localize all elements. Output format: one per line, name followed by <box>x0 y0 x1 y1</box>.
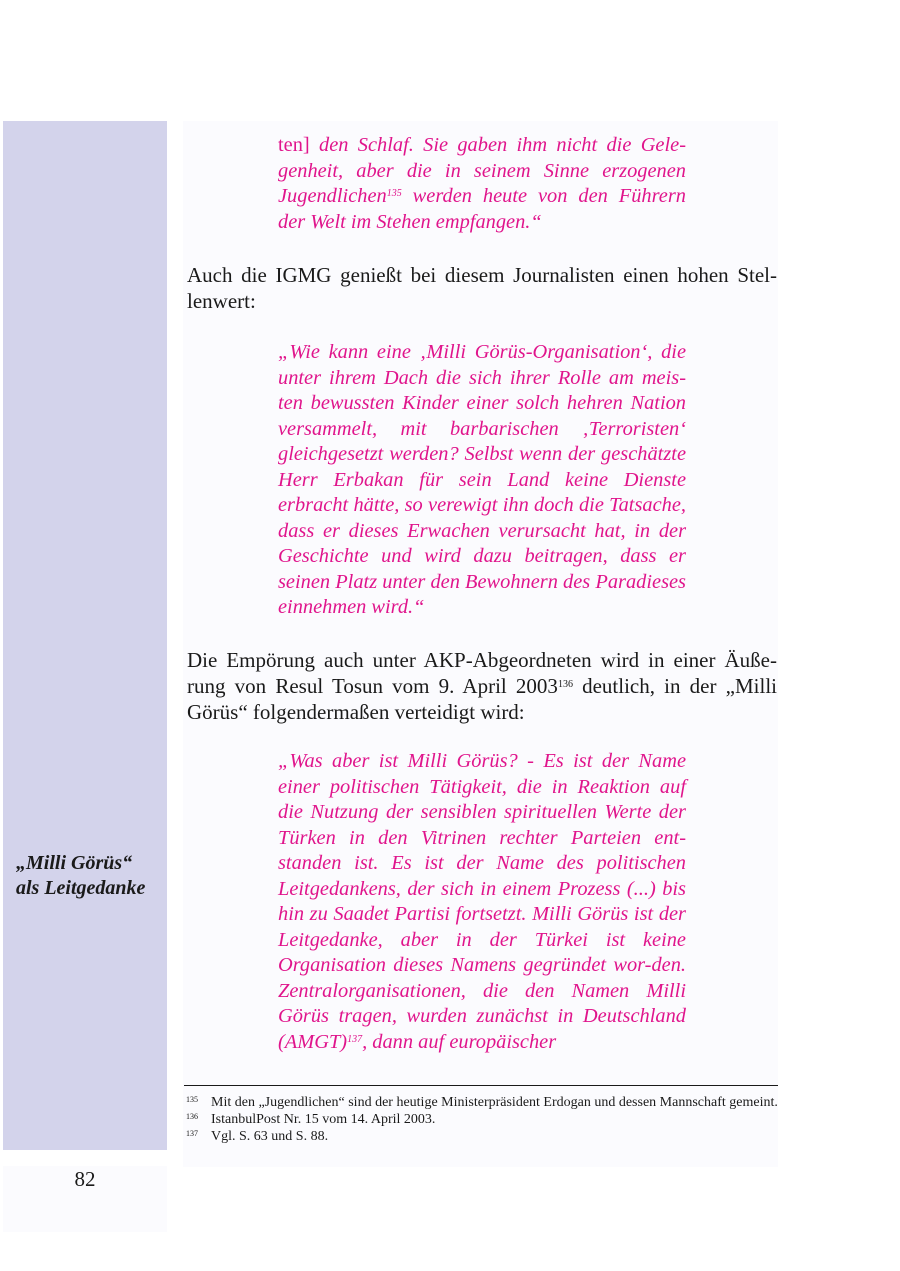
footnote-135 <box>186 1094 778 1111</box>
footnote-136 <box>186 1111 778 1128</box>
paragraph-text: deutlich, in der „Milli Görüs“ folgendermaßen verteidigt wird: <box>187 674 777 724</box>
footnote-text: Vgl. S. 63 und S. 88. <box>211 1129 329 1144</box>
footnote-number: 137 <box>186 1129 198 1138</box>
quote-text: , dann auf europäischer <box>362 1030 557 1053</box>
footnote-ref-135[interactable]: 135 <box>386 188 402 199</box>
margin-heading-line1: „Milli Görüs“ <box>16 852 133 874</box>
sidebar-band <box>3 121 167 1150</box>
footnote-number: 135 <box>186 1095 198 1104</box>
paragraph-text: Auch die IGMG genießt bei diesem Journalisten einen hohen Stel-lenwert: <box>187 263 777 313</box>
footnote-divider <box>184 1085 778 1086</box>
quote-text: „Wie kann eine ‚Milli Görüs-Organisation‘, die unter ihrem Dach die sich ihrer Rolle am meis-ten bewussten Kinder einer solch hehren Nation versammelt, mit barbarischen ‚Terroristen‘ gleichgesetzt werden? Selbst wenn der geschätzte Herr Erbakan für sein Land keine Dienste erbracht hätte, so verewigt ihn doch die Tatsache, dass er dieses Erwachen verursacht hat, in der Geschichte und wird dazu beitragen, dass er seinen Platz unter den Bewohnern des Paradieses einnehmen wird.“ <box>278 341 686 618</box>
margin-heading <box>16 851 166 901</box>
paragraph-text: Die Empörung auch unter AKP-Abgeordneten wird in einer Äuße-rung von Resul Tosun vom 9. April 2003 <box>187 648 777 698</box>
footnote-137 <box>186 1128 778 1145</box>
quote-block-1 <box>278 133 686 235</box>
body-paragraph-1 <box>187 262 777 314</box>
footnote-ref-136[interactable]: 136 <box>557 679 573 690</box>
margin-heading-line2: als Leitgedanke <box>16 877 146 899</box>
footnote-text: IstanbulPost Nr. 15 vom 14. April 2003. <box>211 1112 436 1127</box>
quote-text: den Schlaf. Sie gaben ihm nicht die Gele-genheit, aber die in seinem Sinne erzogenen Jugendlichen <box>278 134 686 207</box>
body-paragraph-2 <box>187 647 777 725</box>
quote-lead-plain: ten] <box>278 134 310 156</box>
quote-block-3 <box>278 749 686 1055</box>
page-number: 82 <box>74 1167 96 1191</box>
quote-text: werden heute von den Führern der Welt im Stehen empfangen.“ <box>278 185 686 233</box>
footnotes <box>186 1094 778 1145</box>
quote-block-2 <box>278 340 686 621</box>
footnote-text: Mit den „Jugendlichen“ sind der heutige Ministerpräsident Erdogan und dessen Mannschaft gemeint. <box>211 1095 778 1110</box>
footnote-ref-137[interactable]: 137 <box>347 1033 363 1045</box>
quote-text: „Was aber ist Milli Görüs? - Es ist der Name einer politischen Tätigkeit, die in Reaktion auf die Nutzung der sensiblen spirituellen Werte der Türken in den Vitrinen rechter Parteien ent-standen ist. Es ist der Name des politischen Leitgedankens, der sich in einem Prozess (...) bis hin zu Saadet Partisi fortsetzt. Milli Görüs ist der Leitgedanke, aber in der Türkei ist keine Organisation dieses Namens gegründet wor-den. Zentralorganisationen, die den Namen Milli Görüs tragen, wurden zunächst in Deutschland (AMGT) <box>278 750 686 1053</box>
footnote-number: 136 <box>186 1112 198 1121</box>
